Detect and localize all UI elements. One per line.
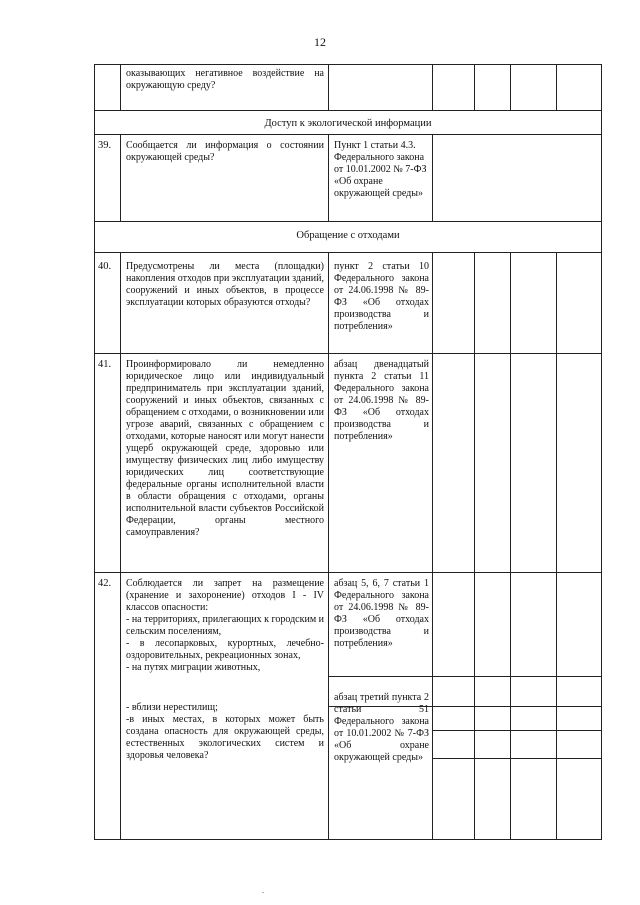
sub-row-divider [432, 730, 602, 731]
page-number: 12 [314, 35, 326, 49]
column-divider [120, 252, 121, 840]
column-divider [120, 134, 121, 222]
row-divider [94, 353, 602, 354]
row-number: 42. [98, 578, 112, 589]
question-text: Предусмотрены ли места (площадки) накопления отходов при эксплуатации зданий, сооружений и иных объектов, в процессе эксплуатации которых образуются отходы? [126, 261, 324, 308]
row-divider [94, 134, 602, 135]
column-divider [474, 64, 475, 111]
row-divider [94, 252, 602, 253]
column-divider [328, 64, 329, 111]
table-border-left [94, 64, 95, 840]
legal-reference: абзац двенадцатый пункта 2 статьи 11 Федерального закона от 24.06.1998 № 89-ФЗ «Об отходах производства и потребления» [334, 359, 429, 442]
legal-reference: абзац 5, 6, 7 статьи 1 Федерального закона от 24.06.1998 № 89-ФЗ «Об отходах производства и потребления» [334, 578, 429, 649]
checklist-table [94, 64, 602, 840]
row-number: 39. [98, 140, 112, 151]
question-text: Сообщается ли информация о состоянии окружающей среды? [126, 140, 324, 163]
sub-row-divider [432, 758, 602, 759]
column-divider [556, 64, 557, 111]
column-divider [120, 64, 121, 111]
table-border-bottom [94, 839, 602, 840]
row-divider [94, 221, 602, 222]
column-divider [328, 252, 329, 840]
question-continuation: оказывающих негативное воздействие на окружающую среду? [126, 68, 324, 91]
list-item: - на территориях, прилегающих к городским и сельским поселениям, [126, 614, 325, 637]
column-divider [474, 252, 475, 840]
legal-reference: пункт 2 статьи 10 Федерального закона от 24.06.1998 № 89-ФЗ «Об отходах производства и потребления» [334, 261, 429, 332]
section-heading-waste: Обращение с отходами [296, 230, 400, 241]
legal-reference: абзац третий пункта 2 статьи 51 Федерального закона от 10.01.2002 № 7-ФЗ «Об охране окружающей среды» [334, 692, 429, 763]
list-item: - вблизи нерестилищ; [126, 702, 218, 713]
row-divider [94, 110, 602, 111]
footer-mark: . [262, 886, 264, 895]
list-item: - в лесопарковых, курортных, лечебно-оздоровительных, рекреационных зонах, [126, 638, 324, 661]
row-number: 40. [98, 261, 112, 272]
question-text: Проинформировало ли немедленно юридическое лицо или индивидуальный предприниматель при эксплуатации зданий, сооружений и иных объектов, связанных с обращением с отходами, о возникновении или угрозе аварий, связанных с обращением с отходами, которые наносят или могут нанести ущерб окружающей среде, здоровью или имуществу физических лиц либо имуществу юридических лиц соответствующие федеральные органы исполнительной власти в области обращения с отходами, органы исполнительной власти субъектов Российской Федерации, органы местного самоуправления? [126, 359, 324, 538]
column-divider [510, 252, 511, 840]
column-divider [328, 134, 329, 222]
question-text: Соблюдается ли запрет на размещение (хранение и захоронение) отходов I - IV классов опасности: [126, 578, 324, 613]
section-heading-environmental-info: Доступ к экологической информации [264, 118, 432, 129]
row-divider [94, 572, 602, 573]
column-divider [556, 252, 557, 840]
table-border-top [94, 64, 602, 65]
column-divider [432, 64, 433, 111]
column-divider [432, 252, 433, 840]
list-item: - на путях миграции животных, [126, 662, 261, 673]
table-border-right [601, 64, 602, 840]
legal-reference: Пункт 1 статьи 4.3. Федерального закона от 10.01.2002 № 7-ФЗ «Об охране окружающей среды» [334, 140, 427, 199]
row-number: 41. [98, 359, 112, 370]
column-divider [432, 134, 433, 222]
list-item: -в иных местах, в которых может быть создана опасность для окружающей среды, естественных экологических систем и здоровья человека? [126, 714, 324, 761]
column-divider [510, 64, 511, 111]
sub-row-divider [328, 676, 602, 677]
